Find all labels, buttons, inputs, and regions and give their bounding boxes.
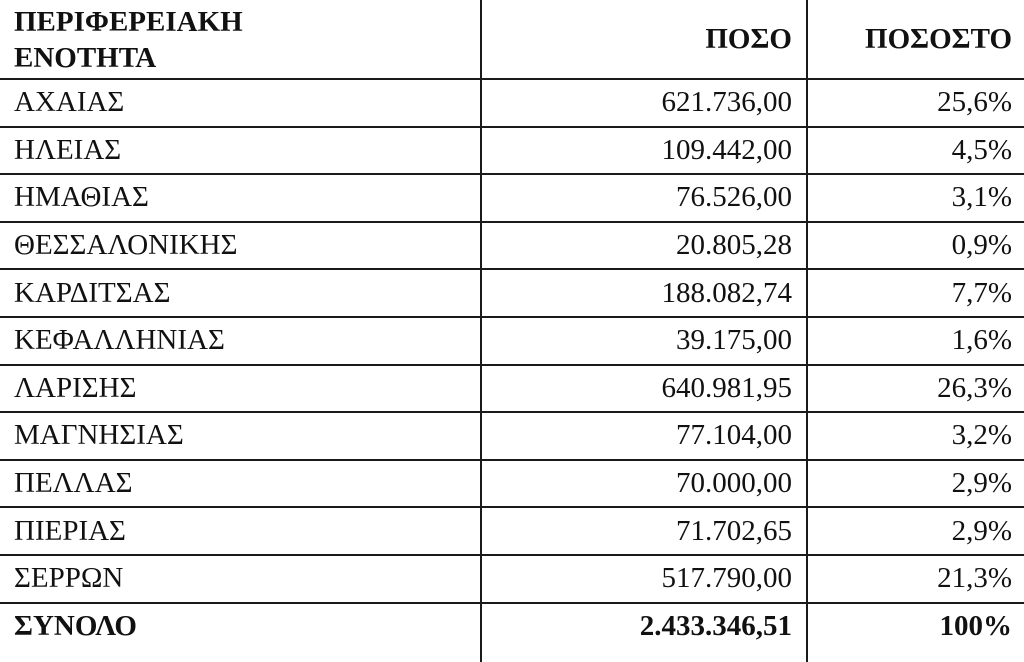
region-cell: ΚΑΡΔΙΤΣΑΣ: [0, 269, 481, 317]
amount-cell: 39.175,00: [481, 317, 807, 365]
region-cell: ΗΜΑΘΙΑΣ: [0, 174, 481, 222]
amount-cell: 77.104,00: [481, 412, 807, 460]
region-cell: ΣΕΡΡΩΝ: [0, 555, 481, 603]
percentage-cell: 3,2%: [807, 412, 1024, 460]
table-row: [0, 412, 1024, 460]
amount-cell: 20.805,28: [481, 222, 807, 270]
header-percentage: ΠΟΣΟΣΤΟ: [807, 0, 1024, 79]
region-cell: ΑΧΑΙΑΣ: [0, 79, 481, 127]
percentage-cell: 21,3%: [807, 555, 1024, 603]
table-row: [0, 269, 1024, 317]
amount-cell: 76.526,00: [481, 174, 807, 222]
table-row: [0, 222, 1024, 270]
total-label: ΣΥΝΟΛΟ: [14, 609, 137, 642]
percentage-cell: 3,1%: [807, 174, 1024, 222]
amount-cell: 71.702,65: [481, 507, 807, 555]
percentage-cell: 7,7%: [807, 269, 1024, 317]
region-cell: ΗΛΕΙΑΣ: [0, 127, 481, 175]
table-row: [0, 127, 1024, 175]
amount-cell: 621.736,00: [481, 79, 807, 127]
total-amount: 2.433.346,51: [481, 603, 807, 662]
table-row: [0, 79, 1024, 127]
percentage-cell: 2,9%: [807, 460, 1024, 508]
region-cell: ΘΕΣΣΑΛΟΝΙΚΗΣ: [0, 222, 481, 270]
percentage-cell: 4,5%: [807, 127, 1024, 175]
table-row: [0, 365, 1024, 413]
region-cell: ΛΑΡΙΣΗΣ: [0, 365, 481, 413]
total-percentage: 100%: [939, 609, 1012, 642]
header-region: [0, 0, 481, 79]
amount-cell: 188.082,74: [481, 269, 807, 317]
amount-cell: 517.790,00: [481, 555, 807, 603]
table-row: [0, 507, 1024, 555]
amount-cell: 109.442,00: [481, 127, 807, 175]
region-cell: ΠΙΕΡΙΑΣ: [0, 507, 481, 555]
region-cell: ΚΕΦΑΛΛΗΝΙΑΣ: [0, 317, 481, 365]
percentage-cell: 1,6%: [807, 317, 1024, 365]
amount-cell: 70.000,00: [481, 460, 807, 508]
percentage-cell: 25,6%: [807, 79, 1024, 127]
amount-cell: 640.981,95: [481, 365, 807, 413]
table-row: [0, 460, 1024, 508]
percentage-cell: 0,9%: [807, 222, 1024, 270]
header-amount: ΠΟΣΟ: [481, 0, 807, 79]
table-row: [0, 174, 1024, 222]
percentage-cell: 2,9%: [807, 507, 1024, 555]
header-region-line2: ΕΝΟΤΗΤΑ: [14, 42, 157, 74]
total-row: [0, 603, 1024, 662]
region-cell: ΜΑΓΝΗΣΙΑΣ: [0, 412, 481, 460]
percentage-cell: 26,3%: [807, 365, 1024, 413]
table-row: [0, 317, 1024, 365]
region-cell: ΠΕΛΛΑΣ: [0, 460, 481, 508]
table-row: [0, 555, 1024, 603]
header-row: [0, 0, 1024, 79]
header-region-line1: ΠΕΡΙΦΕΡΕΙΑΚΗ: [14, 5, 243, 38]
